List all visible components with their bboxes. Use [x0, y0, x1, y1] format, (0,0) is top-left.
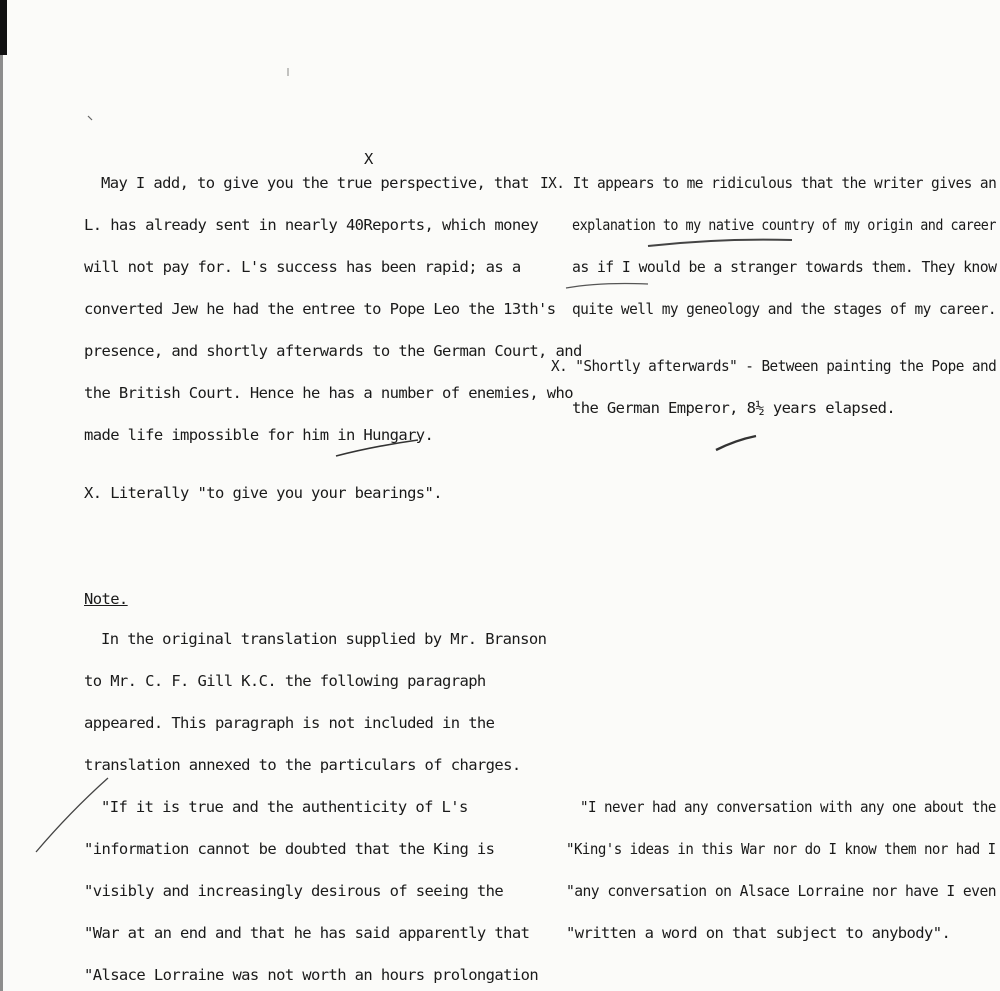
quote-line: "If it is true and the authenticity of L's [101, 798, 468, 816]
quote-line: "I never had any conversation with any one about the [580, 798, 996, 816]
quote-line: "King's ideas in this War nor do I know them nor had I [566, 840, 996, 858]
quote-line: "visibly and increasingly desirous of seeing the [84, 882, 504, 900]
text-line: X. "Shortly afterwards" - Between painting the Pope and [551, 357, 997, 375]
scan-speck [88, 116, 92, 120]
text-line: the German Emperor, 8½ years elapsed. [572, 399, 896, 417]
scan-edge-line [0, 55, 3, 991]
text-line: L. has already sent in nearly 40Reports, which money [84, 216, 539, 234]
pencil-underline-mark [566, 284, 648, 289]
text-line: presence, and shortly afterwards to the German Court, and [84, 342, 582, 360]
text-line: appeared. This paragraph is not included in the [84, 714, 495, 732]
pencil-underline-mark [648, 240, 792, 246]
text-line: quite well my geneology and the stages of my career. [572, 300, 997, 318]
text-line: converted Jew he had the entree to Pope Leo the 13th's [84, 300, 556, 318]
quote-line: "War at an end and that he has said apparently that [84, 924, 530, 942]
footnote-x: X. Literally "to give you your bearings". [84, 484, 443, 502]
note-heading: Note. [84, 590, 128, 608]
scan-edge-shadow [0, 0, 7, 55]
quote-line: "any conversation on Alsace Lorraine nor have I even [566, 882, 996, 900]
quote-line: "written a word on that subject to anybody". [566, 924, 951, 942]
text-line: In the original translation supplied by Mr. Branson [101, 630, 547, 648]
text-line: IX. It appears to me ridiculous that the writer gives an [540, 174, 997, 192]
text-line: made life impossible for him in Hungary. [84, 426, 434, 444]
column-marker-x: X [364, 150, 373, 168]
text-line: the British Court. Hence he has a number of enemies, who [84, 384, 573, 402]
quote-line: "Alsace Lorraine was not worth an hours prolongation [84, 966, 539, 984]
text-line: will not pay for. L's success has been rapid; as a [84, 258, 521, 276]
text-line: to Mr. C. F. Gill K.C. the following paragraph [84, 672, 486, 690]
text-line: as if I would be a stranger towards them. They know [572, 258, 997, 276]
text-line: May I add, to give you the true perspective, that [101, 174, 529, 192]
pencil-tick-mark [716, 436, 756, 450]
quote-line: "information cannot be doubted that the King is [84, 840, 495, 858]
text-line: explanation to my native country of my origin and career [572, 216, 996, 234]
text-line: translation annexed to the particulars of charges. [84, 756, 521, 774]
